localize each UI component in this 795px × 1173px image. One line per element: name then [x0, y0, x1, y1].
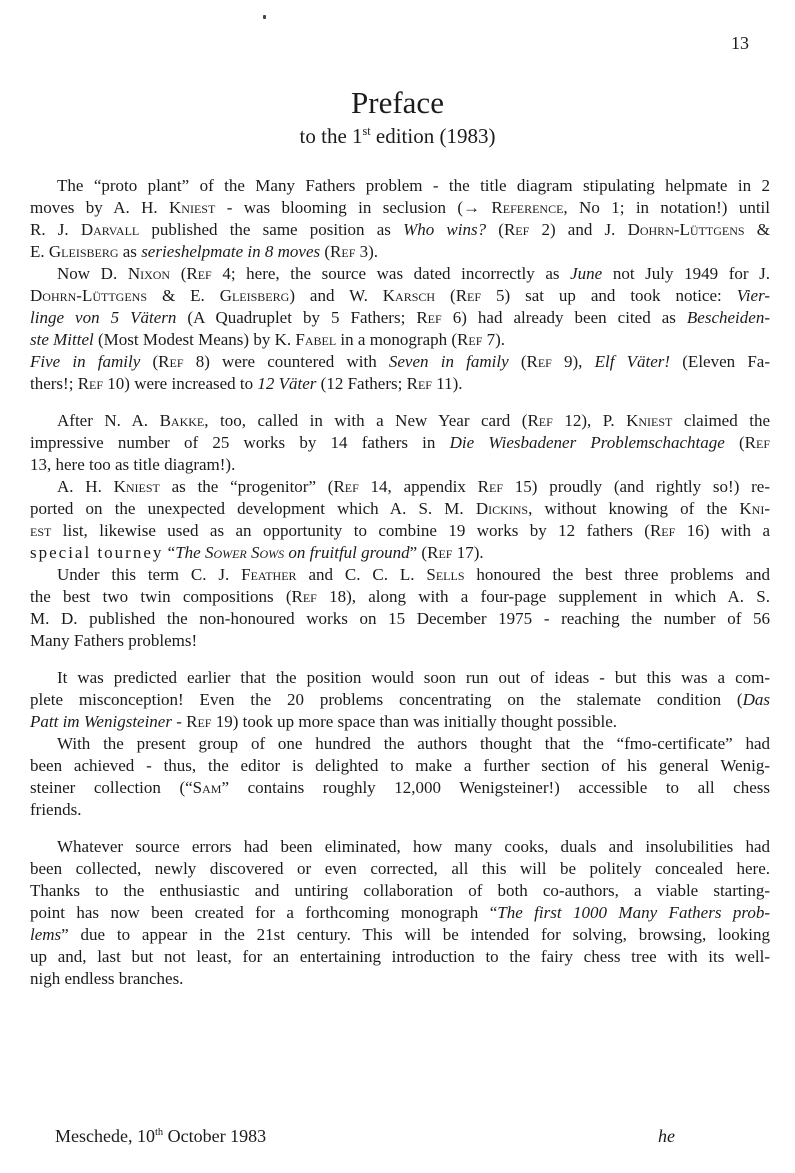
- text-run: Gleisberg: [219, 286, 290, 305]
- text-run: The “proto plant” of the Many Fathers problem - the title diagram stipulating helpmate in 2: [57, 176, 770, 195]
- text-run: (: [435, 286, 456, 305]
- text-run: been collected, newly discovered or even corrected, all this will be politely concealed here.: [30, 859, 770, 878]
- text-run: 18), along with a four-page supplement in which A. S.: [316, 587, 770, 606]
- text-run: and C. C. L.: [296, 565, 427, 584]
- text-run: Bakke: [159, 411, 205, 430]
- text-line: [30, 263, 770, 285]
- text-run: est: [30, 521, 52, 540]
- text-line: [30, 498, 770, 520]
- text-run: Ref: [477, 477, 503, 496]
- text-line: [30, 667, 770, 689]
- text-run: ) and W.: [289, 286, 383, 305]
- text-line: [30, 630, 770, 652]
- text-run: Vier-: [736, 286, 770, 305]
- text-run: -: [171, 712, 187, 731]
- text-run: Dickins: [475, 499, 529, 518]
- page-title: Preface: [351, 85, 444, 120]
- text-run: ste Mittel: [30, 330, 94, 349]
- text-line: [30, 197, 770, 219]
- text-line: [30, 689, 770, 711]
- text-run: Seven in family: [388, 352, 509, 371]
- paragraph: [30, 410, 770, 476]
- text-run: 17).: [452, 543, 484, 562]
- text-line: [30, 946, 770, 968]
- text-run: ” contains roughly 12,000 Wenigsteiner!) accessible to all chess: [221, 778, 770, 797]
- text-line: [30, 454, 770, 476]
- text-run: nigh endless branches.: [30, 969, 184, 988]
- text-run: Bescheiden-: [686, 308, 770, 327]
- text-run: Ref: [158, 352, 184, 371]
- text-run: Ref: [77, 374, 104, 393]
- text-run: Ref: [526, 352, 552, 371]
- text-line: [30, 285, 770, 307]
- text-run: point has now been created for a forthcoming monograph “: [30, 903, 498, 922]
- text-run: linge von 5 Vätern: [30, 308, 177, 327]
- text-run: 15) proudly (and rightly so!) re-: [503, 477, 770, 496]
- text-run: Feather: [241, 565, 297, 584]
- text-run: claimed the: [672, 411, 770, 430]
- footer-date-post: October 1983: [163, 1126, 267, 1146]
- text-line: [30, 968, 770, 990]
- text-run: , No 1; in notation!) until: [563, 198, 770, 217]
- text-run: Ref: [649, 521, 676, 540]
- text-run: lems: [30, 925, 62, 944]
- text-run: been achieved - thus, the editor is delighted to make a further section of his general Wenig-: [30, 756, 770, 775]
- text-run: 10) were increased to: [103, 374, 258, 393]
- text-run: Darvall: [80, 220, 140, 239]
- text-line: [30, 608, 770, 630]
- footer-date-superscript: th: [154, 1127, 164, 1138]
- text-run: Kniest: [169, 198, 216, 217]
- text-run: E.: [30, 242, 49, 261]
- text-run: on fruitful ground: [284, 543, 410, 562]
- text-run: friends.: [30, 800, 82, 819]
- paragraph: [30, 564, 770, 652]
- text-run: (: [140, 352, 159, 371]
- text-run: M. D. published the non-honoured works on 15 December 1975 - reaching the number of 56: [30, 609, 770, 628]
- text-run: 14, appendix: [358, 477, 478, 496]
- text-run: The: [175, 543, 205, 562]
- text-run: Ref: [186, 264, 212, 283]
- text-run: Kniest: [626, 411, 673, 430]
- text-run: 4; here, the source was dated incorrectly as: [211, 264, 571, 283]
- text-run: steiner collection (“: [30, 778, 193, 797]
- text-run: in a monograph (: [336, 330, 458, 349]
- text-line: [30, 410, 770, 432]
- text-run: “: [163, 543, 176, 562]
- text-run: published the same position as: [139, 220, 404, 239]
- text-line: [30, 902, 770, 924]
- text-run: R. J.: [30, 220, 81, 239]
- text-run: 13, here too as title diagram!).: [30, 455, 236, 474]
- text-line: [30, 733, 770, 755]
- text-run: Ref: [527, 411, 553, 430]
- text-run: 12), P.: [552, 411, 627, 430]
- text-run: as the “progenitor” (: [159, 477, 334, 496]
- text-run: (: [724, 433, 745, 452]
- text-run: Ref: [406, 374, 432, 393]
- text-run: Ref: [503, 220, 530, 239]
- footer-place-date: [55, 1126, 266, 1147]
- text-run: Gleisberg: [48, 242, 119, 261]
- text-line: [30, 476, 770, 498]
- text-run: up and, last but not least, for an entertaining introduction to the fairy chess tree with its well-: [30, 947, 770, 966]
- subtitle-superscript: st: [362, 124, 371, 138]
- text-run: 16) with a: [675, 521, 770, 540]
- text-run: as: [118, 242, 142, 261]
- text-run: After N. A.: [57, 411, 160, 430]
- text-run: Reference: [491, 198, 564, 217]
- paragraph: [30, 667, 770, 733]
- text-run: Now D.: [57, 264, 128, 283]
- text-run: Ref: [744, 433, 770, 452]
- text-run: 12 Väter: [257, 374, 317, 393]
- text-run: (: [508, 352, 527, 371]
- text-run: serieshelpmate in 8 moves: [141, 242, 321, 261]
- text-run: the best two twin compositions (: [30, 587, 292, 606]
- text-run: A. H.: [57, 477, 114, 496]
- paragraph: [30, 836, 770, 990]
- text-line: [30, 373, 770, 395]
- text-run: (Most Modest Means) by K.: [93, 330, 296, 349]
- text-run: Das: [742, 690, 770, 709]
- text-run: 19) took up more space than was initially thought possible.: [211, 712, 618, 731]
- text-line: [30, 307, 770, 329]
- text-run: ported on the unexpected development which A. S. M.: [30, 499, 476, 518]
- text-run: 11).: [431, 374, 463, 393]
- text-run: Ref: [427, 543, 453, 562]
- paragraph: [30, 733, 770, 821]
- text-run: thers!;: [30, 374, 78, 393]
- text-run: Patt im Wenigsteiner: [30, 712, 172, 731]
- text-run: ” (: [409, 543, 428, 562]
- page-subtitle: [0, 123, 795, 149]
- text-run: 9),: [551, 352, 595, 371]
- text-line: [30, 924, 770, 946]
- text-run: special tourney: [30, 543, 164, 562]
- text-run: 7).: [482, 330, 506, 349]
- text-line: [30, 175, 770, 197]
- subtitle-post: edition (1983): [370, 124, 496, 148]
- text-line: [30, 219, 770, 241]
- text-line: [30, 329, 770, 351]
- text-run: Whatever source errors had been eliminated, how many cooks, duals and insolubilities had: [57, 837, 770, 856]
- text-line: [30, 711, 770, 733]
- text-run: With the present group of one hundred the authors thought that the “fmo-certificate” had: [57, 734, 770, 753]
- text-run: (12 Fathers;: [316, 374, 407, 393]
- text-run: Ref: [333, 477, 359, 496]
- text-run: Sells: [426, 565, 465, 584]
- text-run: Under this term C. J.: [57, 565, 242, 584]
- text-run: impressive number of 25 works by 14 fathers in: [30, 433, 450, 452]
- scan-artifact-dot: [263, 15, 266, 19]
- paragraph: [30, 351, 770, 395]
- text-run: (A Quadruplet by 5 Fathers;: [176, 308, 417, 327]
- paragraph: [30, 263, 770, 351]
- text-run: Thanks to the enthusiastic and untiring collaboration of both co-authors, a viable starting-: [30, 881, 770, 900]
- text-line: [30, 520, 770, 542]
- text-run: , too, called in with a New Year card (: [204, 411, 528, 430]
- text-run: , without knowing of the: [528, 499, 740, 518]
- page-header: [0, 0, 795, 149]
- text-run: Ref: [455, 286, 482, 305]
- text-run: Sower Sows: [204, 543, 285, 562]
- text-run: Ref: [186, 712, 212, 731]
- text-run: 2) and J.: [529, 220, 628, 239]
- text-run: (: [486, 220, 504, 239]
- subtitle-pre: to the 1: [299, 124, 363, 148]
- text-run: Ref: [457, 330, 483, 349]
- text-run: Many Fathers problems!: [30, 631, 198, 650]
- text-run: Fabel: [295, 330, 337, 349]
- footer-date-pre: Meschede, 10: [55, 1126, 155, 1146]
- text-run: Karsch: [382, 286, 436, 305]
- text-line: [30, 858, 770, 880]
- text-line: [30, 564, 770, 586]
- text-run: ” due to appear in the 21st century. This will be intended for solving, browsing, looking: [61, 925, 770, 944]
- text-run: 8) were countered with: [183, 352, 389, 371]
- text-run: Dohrn-Lüttgens: [30, 286, 147, 305]
- text-line: [30, 241, 770, 263]
- text-run: Ref: [330, 242, 356, 261]
- text-run: Nixon: [127, 264, 171, 283]
- text-run: Die Wiesbadener Problemschachtage: [449, 433, 725, 452]
- text-line: [30, 586, 770, 608]
- text-run: & E.: [147, 286, 220, 305]
- text-run: honoured the best three problems and: [464, 565, 770, 584]
- text-run: (Eleven Fa-: [670, 352, 770, 371]
- text-run: Kniest: [113, 477, 160, 496]
- text-run: It was predicted earlier that the position would soon run out of ideas - but this was a com-: [57, 668, 770, 687]
- text-run: June: [570, 264, 603, 283]
- text-line: [30, 799, 770, 821]
- text-run: Who wins?: [403, 220, 487, 239]
- footer-author-initials: he: [658, 1126, 675, 1146]
- text-run: Sam: [192, 778, 222, 797]
- page-number: 13: [731, 33, 749, 53]
- text-run: Five in family: [30, 352, 141, 371]
- text-run: 5) sat up and took notice:: [481, 286, 737, 305]
- text-line: [30, 755, 770, 777]
- text-line: [30, 880, 770, 902]
- text-run: 3).: [355, 242, 379, 261]
- paragraph: [30, 476, 770, 564]
- text-run: Elf Väter!: [594, 352, 671, 371]
- text-run: Ref: [416, 308, 442, 327]
- text-run: plete misconception! Even the 20 problems concentrating on the stalemate condition (: [30, 690, 743, 709]
- text-run: - was blooming in seclusion (→: [215, 198, 492, 217]
- text-run: Kni-: [739, 499, 770, 518]
- text-run: Dohrn-Lüttgens: [627, 220, 745, 239]
- text-line: [30, 432, 770, 454]
- text-line: [30, 836, 770, 858]
- paragraph: [30, 175, 770, 263]
- text-run: moves by A. H.: [30, 198, 170, 217]
- text-run: &: [744, 220, 770, 239]
- text-run: The first 1000 Many Fathers prob-: [497, 903, 770, 922]
- text-run: 6) had already been cited as: [441, 308, 687, 327]
- text-run: (: [170, 264, 187, 283]
- text-run: (: [320, 242, 331, 261]
- text-line: [30, 777, 770, 799]
- text-line: [30, 542, 770, 564]
- text-run: list, likewise used as an opportunity to combine 19 works by 12 fathers (: [51, 521, 650, 540]
- text-run: Ref: [291, 587, 317, 606]
- text-line: [30, 351, 770, 373]
- text-run: not July 1949 for J.: [602, 264, 770, 283]
- body-text: [30, 175, 770, 990]
